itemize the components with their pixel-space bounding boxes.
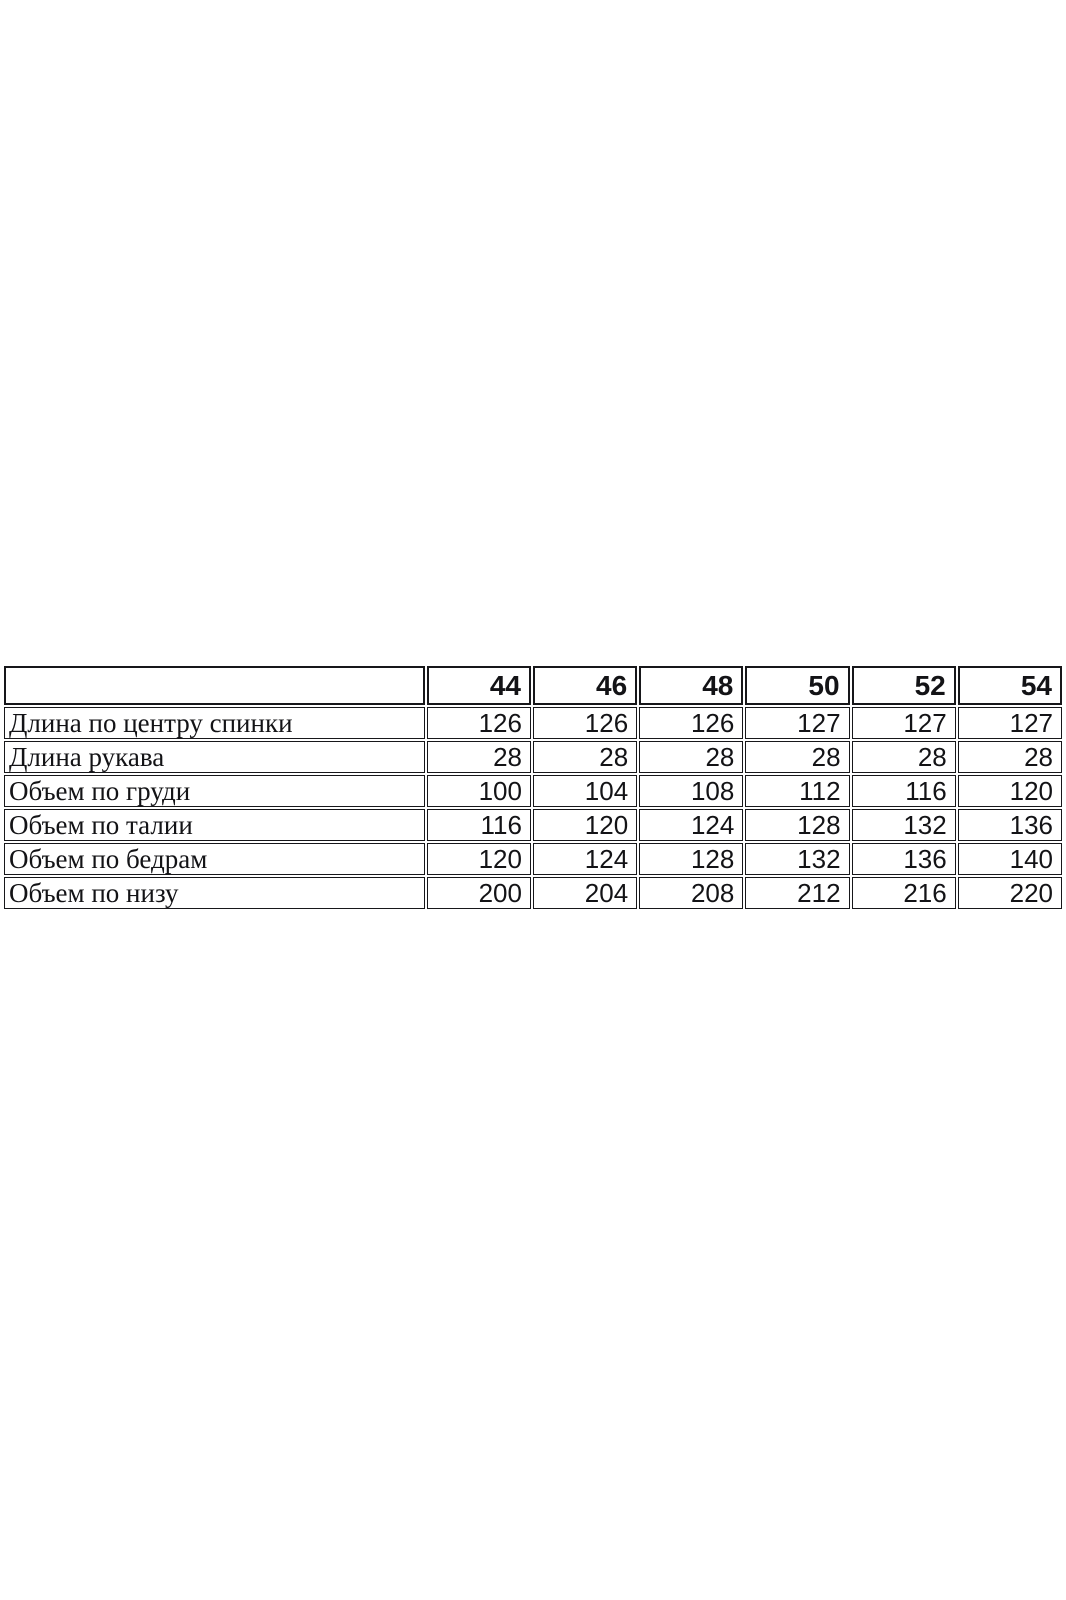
row-label: Длина рукава bbox=[4, 741, 425, 773]
table-cell: 112 bbox=[745, 775, 849, 807]
table-cell: 132 bbox=[852, 809, 956, 841]
table-cell: 108 bbox=[639, 775, 743, 807]
table-cell: 28 bbox=[427, 741, 531, 773]
table-row-hips bbox=[4, 843, 1062, 875]
table-cell: 28 bbox=[639, 741, 743, 773]
header-row bbox=[4, 666, 1062, 705]
column-header-size-46: 46 bbox=[533, 666, 637, 705]
table-cell: 28 bbox=[852, 741, 956, 773]
column-header-size-44: 44 bbox=[427, 666, 531, 705]
table-row-waist bbox=[4, 809, 1062, 841]
size-chart-table bbox=[2, 664, 1064, 911]
table-cell: 120 bbox=[533, 809, 637, 841]
table-cell: 124 bbox=[533, 843, 637, 875]
table-cell: 220 bbox=[958, 877, 1062, 909]
corner-cell bbox=[4, 666, 425, 705]
table-cell: 104 bbox=[533, 775, 637, 807]
row-label: Длина по центру спинки bbox=[4, 707, 425, 739]
table-cell: 28 bbox=[533, 741, 637, 773]
table-cell: 124 bbox=[639, 809, 743, 841]
table-cell: 140 bbox=[958, 843, 1062, 875]
table-row-back-length bbox=[4, 707, 1062, 739]
table-cell: 100 bbox=[427, 775, 531, 807]
table-cell: 200 bbox=[427, 877, 531, 909]
table-cell: 128 bbox=[745, 809, 849, 841]
table-cell: 216 bbox=[852, 877, 956, 909]
column-header-size-50: 50 bbox=[745, 666, 849, 705]
table-cell: 208 bbox=[639, 877, 743, 909]
table-cell: 28 bbox=[958, 741, 1062, 773]
table-cell: 127 bbox=[958, 707, 1062, 739]
row-label: Объем по низу bbox=[4, 877, 425, 909]
table-cell: 136 bbox=[852, 843, 956, 875]
table-cell: 28 bbox=[745, 741, 849, 773]
table-cell: 132 bbox=[745, 843, 849, 875]
table-cell: 127 bbox=[852, 707, 956, 739]
table-cell: 126 bbox=[427, 707, 531, 739]
table-cell: 212 bbox=[745, 877, 849, 909]
table-cell: 126 bbox=[639, 707, 743, 739]
column-header-size-54: 54 bbox=[958, 666, 1062, 705]
row-label: Объем по груди bbox=[4, 775, 425, 807]
size-chart bbox=[2, 664, 1064, 911]
table-cell: 116 bbox=[427, 809, 531, 841]
table-cell: 116 bbox=[852, 775, 956, 807]
table-cell: 127 bbox=[745, 707, 849, 739]
table-cell: 204 bbox=[533, 877, 637, 909]
table-row-chest bbox=[4, 775, 1062, 807]
table-cell: 126 bbox=[533, 707, 637, 739]
table-cell: 136 bbox=[958, 809, 1062, 841]
table-cell: 128 bbox=[639, 843, 743, 875]
table-row-sleeve-length bbox=[4, 741, 1062, 773]
row-label: Объем по бедрам bbox=[4, 843, 425, 875]
table-cell: 120 bbox=[427, 843, 531, 875]
table-row-hem bbox=[4, 877, 1062, 909]
table-cell: 120 bbox=[958, 775, 1062, 807]
column-header-size-48: 48 bbox=[639, 666, 743, 705]
column-header-size-52: 52 bbox=[852, 666, 956, 705]
row-label: Объем по талии bbox=[4, 809, 425, 841]
